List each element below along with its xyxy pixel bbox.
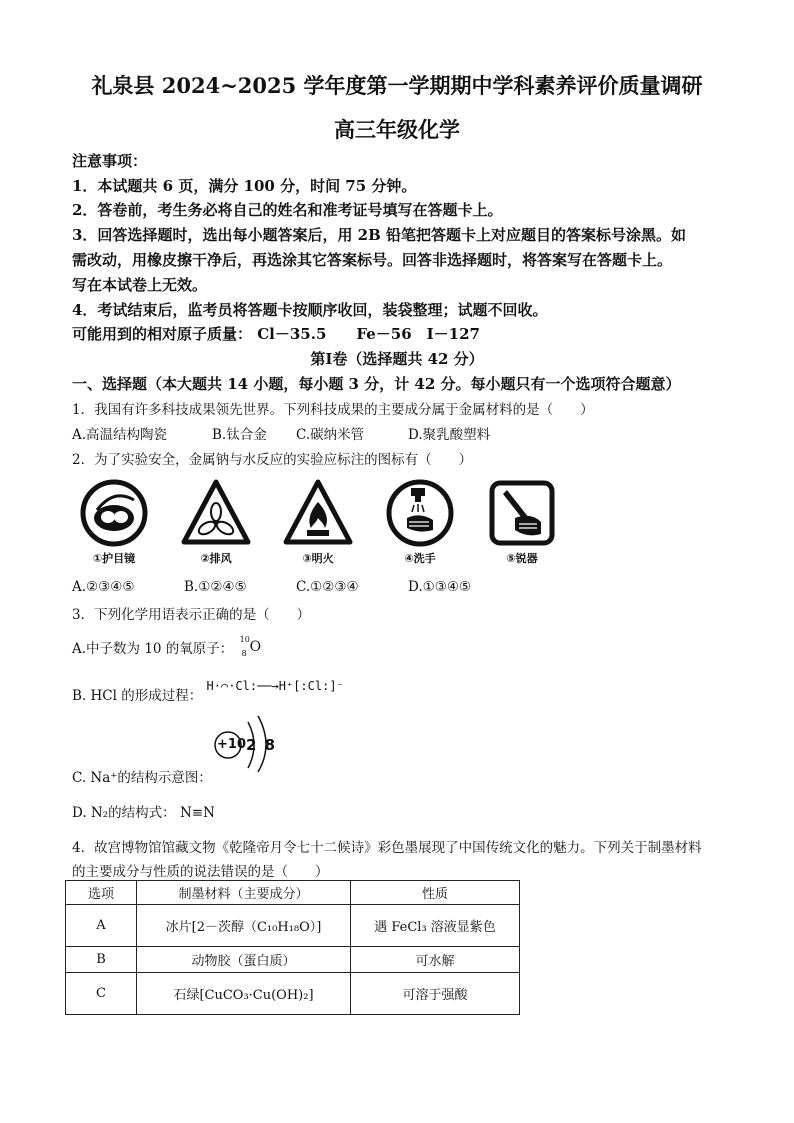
table-row [66, 905, 520, 947]
exam-title: 礼泉县 2024~2025 学年度第一学期期中学科素养评价质量调研 [91, 73, 703, 98]
table-cell: 石绿[CuCO₃·Cu(OH)₂] [137, 973, 351, 1015]
table-cell: B [66, 947, 137, 973]
electron-shells: 2 8 [246, 736, 276, 754]
icon-caption: ③明火 [302, 552, 334, 565]
table-cell: 冰片[2－茨醇（C₁₀H₁₈O）] [137, 905, 351, 947]
nucleus-charge: +10 [217, 737, 246, 752]
q1-option-a: A.高温结构陶瓷 [72, 427, 168, 443]
table-cell: 遇 FeCl₃ 溶液显紫色 [351, 905, 520, 947]
q1-option-b: B.钛合金 [212, 427, 267, 443]
hcl-formation-formula: H·⌒·Cl:──→H⁺[:Cl:]⁻ [206, 679, 344, 693]
table-cell: 可溶于强酸 [351, 973, 520, 1015]
goggles-sign [76, 478, 152, 570]
sharp-object-sign [484, 478, 560, 570]
q1-options [72, 423, 490, 443]
table-row [66, 947, 520, 973]
q4-table [65, 880, 520, 1015]
handwash-icon [385, 478, 455, 548]
table-header-cell: 选项 [66, 881, 137, 905]
note-line: 写在本试卷上无效。 [72, 276, 208, 294]
na-ion-diagram [212, 712, 282, 774]
q4-stem-line2: 的主要成分与性质的说法错误的是（ ） [72, 864, 329, 880]
q3-option-d: D. N₂的结构式： N≡N [72, 805, 215, 821]
goggles-icon [79, 478, 149, 548]
note-line: 1．本试题共 6 页，满分 100 分，时间 75 分钟。 [72, 177, 417, 195]
table-header-row [66, 881, 520, 905]
icon-caption: ⑤锐器 [506, 552, 538, 565]
q1-option-c: C.碳纳米管 [296, 427, 365, 443]
nuclide-symbol: 10 8 O [239, 634, 262, 658]
note-line: 4．考试结束后，监考员将答题卡按顺序收回，装袋整理；试题不回收。 [72, 301, 548, 319]
q2-option-a: A.②③④⑤ [72, 579, 135, 595]
icon-caption: ②排风 [200, 552, 232, 565]
safety-icons [76, 478, 566, 570]
q2-stem: 2．为了实验安全，金属钠与水反应的实验应标注的图标有（ ） [72, 452, 473, 468]
exam-subtitle: 高三年级化学 [334, 117, 460, 142]
table-cell: 动物胶（蛋白质） [137, 947, 351, 973]
table-header-cell: 制墨材料（主要成分） [137, 881, 351, 905]
table-header-cell: 性质 [351, 881, 520, 905]
icon-caption: ①护目镜 [92, 552, 136, 565]
atomic-mass-line: 可能用到的相对原子质量： Cl－35.5 Fe－56 I－127 [72, 325, 480, 343]
table-cell: 可水解 [351, 947, 520, 973]
q1-option-d: D.聚乳酸塑料 [408, 427, 491, 443]
table-row [66, 973, 520, 1015]
part-heading: 第Ⅰ卷（选择题共 42 分） [310, 350, 484, 368]
note-line: 需改动，用橡皮擦干净后，再选涂其它答案标号。回答非选择题时，将答案写在答题卡上。 [72, 251, 673, 269]
section-heading: 一、选择题（本大题共 14 小题，每小题 3 分，计 42 分。每小题只有一个选项符合题意） [72, 375, 681, 393]
handwash-sign [382, 478, 458, 570]
fan-icon [181, 478, 251, 548]
q1-stem: 1．我国有许多科技成果领先世界。下列科技成果的主要成分属于金属材料的是（ ） [72, 402, 594, 418]
q3-option-c: C. Na⁺的结构示意图： [72, 770, 212, 786]
q2-option-d: D.①③④⑤ [408, 579, 472, 595]
q4-stem-line1: 4．故宫博物馆馆藏文物《乾隆帝月令七十二候诗》彩色墨展现了中国传统文化的魅力。下列关于制墨材料 [72, 840, 702, 856]
flame-icon [283, 478, 353, 548]
sharp-object-icon [487, 478, 557, 548]
q2-options [72, 579, 471, 595]
q3-option-b: B. HCl 的形成过程： H·⌒·Cl:──→H⁺[:Cl:]⁻ [72, 679, 344, 704]
table-cell: C [66, 973, 137, 1015]
ventilation-sign [178, 478, 254, 570]
note-line: 2．答卷前，考生务必将自己的姓名和准考证号填写在答题卡上。 [72, 201, 503, 219]
note-line: 3．回答选择题时，选出每小题答案后，用 2B 铅笔把答题卡上对应题目的答案标号涂黑。如 [72, 226, 687, 244]
icon-caption: ④洗手 [404, 552, 436, 565]
q2-option-b: B.①②④⑤ [184, 579, 247, 595]
q3-stem: 3．下列化学用语表示正确的是（ ） [72, 607, 311, 623]
q3-option-a: A.中子数为 10 的氧原子： 10 8 O [72, 637, 264, 659]
open-flame-sign [280, 478, 356, 570]
table-cell: A [66, 905, 137, 947]
notes-heading: 注意事项： [72, 152, 148, 170]
q2-option-c: C.①②③④ [296, 579, 359, 595]
